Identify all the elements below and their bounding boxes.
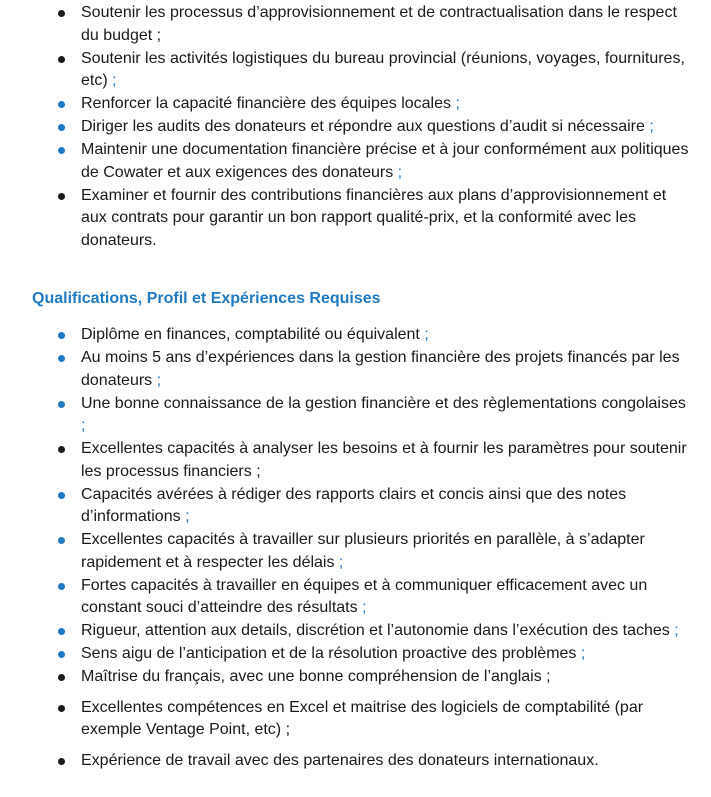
list-item-suffix: ; (649, 118, 654, 135)
list-item (0, 2, 711, 47)
bullet-icon (58, 10, 65, 17)
list-item-text: Au moins 5 ans d’expériences dans la gestion financière des projets financés par les donateurs (81, 349, 680, 389)
bullet-icon (58, 758, 65, 765)
list-item (0, 116, 711, 139)
list-item (0, 750, 711, 773)
list-item-suffix: ; (674, 622, 679, 639)
list-item (0, 185, 711, 253)
list-item (0, 93, 711, 116)
bullet-icon (58, 101, 65, 108)
list-item-text: Expérience de travail avec des partenaires des donateurs internationaux. (81, 751, 599, 769)
list-item-text: Examiner et fournir des contributions financières aux plans d’approvisionnement et aux contrats pour garantir un bon rapport qualité-prix, et la conformité avec les donateurs. (81, 186, 667, 249)
list-item (0, 347, 711, 392)
list-item-suffix: ; (112, 72, 117, 89)
list-item-suffix: ; (455, 95, 460, 112)
section-heading: Qualifications, Profil et Expériences Requises (32, 290, 381, 307)
responsibilities-list (0, 2, 711, 253)
list-item-suffix: ; (338, 553, 344, 571)
bullet-icon (58, 651, 65, 658)
bullet-icon (58, 355, 65, 362)
bullet-icon (58, 492, 65, 499)
list-item-text: Excellentes compétences en Excel et maitrise des logiciels de comptabilité (par exemple Ventage Point, etc) (81, 698, 644, 738)
list-item (0, 697, 711, 742)
list-item (0, 48, 711, 93)
list-item-text: Diriger les audits des donateurs et répondre aux questions d’audit si nécessaire (81, 118, 645, 135)
list-item (0, 620, 711, 643)
list-item (0, 484, 711, 529)
list-item-suffix: ; (424, 326, 429, 343)
list-item-suffix: ; (256, 462, 261, 480)
bullet-icon (58, 583, 65, 590)
list-item-suffix: ; (362, 599, 367, 616)
list-item-text: Excellentes capacités à analyser les besoins et à fournir les paramètres pour soutenir les processus financiers (81, 440, 687, 480)
list-item (0, 438, 711, 483)
list-item-text: Fortes capacités à travailler en équipes et à communiquer efficacement avec un constant souci d’atteindre des résultats (81, 576, 648, 616)
list-item (0, 139, 711, 184)
list-item-text: Capacités avérées à rédiger des rapports clairs et concis ainsi que des notes d’informations (81, 485, 627, 525)
bullet-icon (58, 147, 65, 154)
list-item (0, 666, 711, 689)
list-item-text: Une bonne connaissance de la gestion financière et des règlementations congolaises (81, 394, 686, 412)
list-item-suffix: ; (397, 163, 403, 181)
bullet-icon (58, 705, 65, 712)
bullet-icon (58, 446, 65, 453)
bullet-icon (58, 56, 65, 63)
bullet-icon (58, 628, 65, 635)
qualifications-list (0, 324, 711, 773)
list-item (0, 393, 711, 438)
list-item-text: Soutenir les activités logistiques du bureau provincial (réunions, voyages, fournitures, etc) (81, 49, 685, 89)
list-item (0, 529, 711, 574)
list-item-suffix: ; (156, 371, 162, 389)
list-item-suffix: ; (81, 417, 86, 434)
bullet-icon (58, 537, 65, 544)
list-item-text: Rigueur, attention aux details, discrétion et l’autonomie dans l’exécution des taches (81, 622, 670, 639)
bullet-icon (58, 193, 65, 200)
bullet-icon (58, 124, 65, 131)
list-item-suffix: ; (546, 668, 551, 685)
list-item-text: Sens aigu de l’anticipation et de la résolution proactive des problèmes (81, 645, 577, 662)
list-item-text: Renforcer la capacité financière des équipes locales (81, 95, 451, 112)
bullet-icon (58, 674, 65, 681)
list-item (0, 575, 711, 620)
list-item-suffix: ; (285, 721, 291, 738)
bullet-icon (58, 332, 65, 339)
list-item-text: Maintenir une documentation financière précise et à jour conformément aux politiques de Cowater et aux exigences des donateurs (81, 141, 689, 181)
list-item-suffix: ; (156, 26, 162, 44)
list-item-text: Soutenir les processus d’approvisionnement et de contractualisation dans le respect du budget (81, 4, 677, 44)
list-item (0, 643, 711, 666)
list-item-text: Diplôme en finances, comptabilité ou équivalent (81, 326, 420, 343)
list-item-suffix: ; (185, 508, 190, 525)
bullet-icon (58, 401, 65, 408)
list-item-text: Maîtrise du français, avec une bonne compréhension de l’anglais (81, 668, 542, 685)
list-item-suffix: ; (580, 645, 586, 662)
list-item-text: Excellentes capacités à travailler sur plusieurs priorités en parallèle, à s’adapter rapidement et à respecter les délais (81, 531, 645, 571)
list-item (0, 324, 711, 347)
